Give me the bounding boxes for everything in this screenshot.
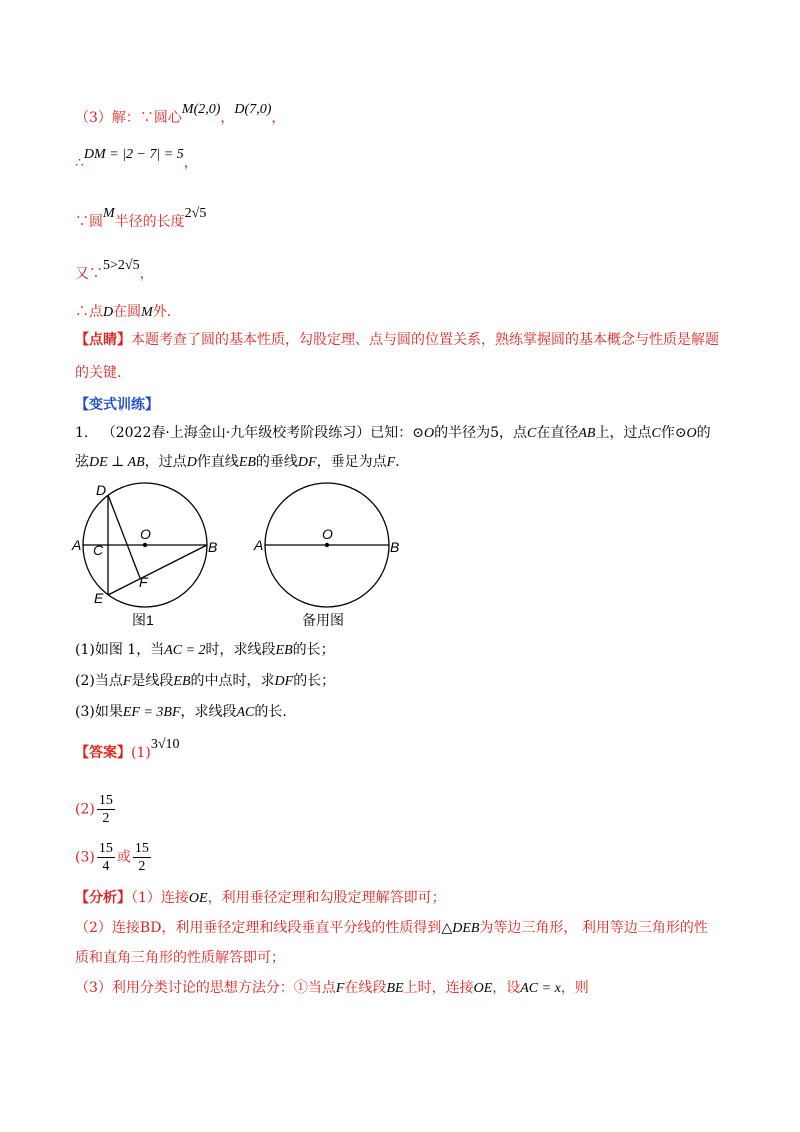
analysis-text: （2）连接 — [75, 920, 140, 936]
problem-source: （2022春·上海金山·九年级校考阶段练习）已知： — [101, 425, 413, 441]
answer-tag: 【答案】 — [75, 745, 131, 761]
part3-line2 — [75, 147, 198, 174]
math-eb: EB — [238, 455, 256, 470]
math-ac: AC — [236, 705, 255, 720]
problem-line2 — [75, 452, 400, 473]
analysis-text: （3）利用分类讨论的思想方法分：①当点 — [75, 980, 336, 996]
answer-2-fraction — [97, 792, 115, 827]
segment-eb — [108, 545, 207, 595]
answer-2-label: (2) — [75, 801, 95, 818]
label-f: F — [139, 574, 148, 590]
label-b: B — [208, 539, 218, 555]
line-end: ， — [139, 266, 154, 282]
problem-text: ，垂足为点 — [316, 454, 387, 470]
math-circle-o: ⊙O — [674, 426, 697, 441]
analysis-text: 在线段 — [344, 980, 387, 996]
math-d-point: D(7,0) — [234, 102, 272, 117]
question-2 — [75, 671, 335, 692]
math-circle-o: ⊙O — [412, 426, 435, 441]
problem-text: 作 — [660, 425, 675, 441]
answer-line2 — [75, 792, 117, 827]
analysis-text: ，利用垂径定理和勾股定理解答即可； — [207, 890, 446, 906]
answer-1-label: (1) — [131, 745, 151, 761]
problem-line1 — [75, 423, 711, 444]
math-df: DF — [297, 455, 317, 470]
answer-1-value: 3√10 — [150, 737, 180, 752]
therefore-symbol: ∴ — [75, 155, 84, 171]
math-m: M — [103, 206, 115, 221]
label-a: A — [254, 537, 264, 553]
answer-line3 — [75, 840, 153, 875]
part3-line1-text: （3）解：∵圆心 — [75, 110, 182, 126]
label-c: C — [93, 542, 104, 558]
math-inequality: 5>2√5 — [103, 258, 140, 273]
question-text: 时，求线段 — [205, 642, 276, 658]
geometry-figures — [60, 475, 420, 635]
analysis-line3 — [75, 948, 285, 968]
label-a: A — [72, 537, 82, 553]
fraction-denominator: 2 — [138, 859, 146, 874]
label-e: E — [94, 590, 104, 606]
analysis-line2 — [75, 918, 708, 939]
training-header: 【变式训练】 — [75, 397, 159, 413]
problem-text: 弦 — [75, 454, 89, 470]
label-o: O — [322, 526, 333, 542]
math-df: DF — [274, 674, 294, 689]
math-c: C — [527, 426, 537, 441]
math-f: F — [386, 455, 396, 470]
math-m-point: M(2,0) — [181, 102, 221, 117]
math-c: C — [651, 426, 661, 441]
analysis-text: （1）连接 — [131, 890, 189, 906]
math-d: D — [103, 305, 114, 320]
part3-line5-text: ∴点 — [75, 304, 103, 320]
math-dm-equation: DM = |2 − 7| = 5 — [83, 147, 184, 162]
math-oe: OE — [473, 981, 493, 996]
comment-tag: 【点睛】 — [75, 332, 131, 348]
fraction-numerator: 15 — [98, 841, 113, 856]
label-o: O — [140, 526, 151, 542]
question-1 — [75, 640, 335, 661]
question-text: 的长. — [254, 704, 287, 720]
math-eb: EB — [173, 674, 191, 689]
analysis-text: ，则 — [560, 980, 589, 996]
problem-text: 的半径为5，点 — [434, 425, 528, 441]
analysis-text: 为等边三角形， 利用等边三角形的性 — [479, 920, 708, 936]
comment-text: 本题考查了圆的基本性质，勾股定理、点与圆的位置关系，熟练掌握圆的基本概念与性质是解题 — [131, 332, 719, 348]
fraction-denominator: 4 — [102, 859, 110, 874]
math-triangle-deb: △DEB — [441, 921, 480, 936]
question-text: ，求线段 — [180, 704, 237, 720]
part3-line5-mid: 在圆 — [113, 304, 142, 320]
label-d: D — [96, 482, 107, 498]
problem-number: 1. — [75, 425, 89, 441]
analysis-text: 质和直角三角形的性质解答即可； — [75, 950, 285, 966]
math-f: F — [122, 674, 132, 689]
part3-line3 — [75, 206, 207, 233]
analysis-tag: 【分析】 — [75, 890, 131, 906]
problem-text: 的 — [696, 425, 711, 441]
math-radius: 2√5 — [184, 206, 207, 221]
math-be: BE — [386, 981, 404, 996]
figure-spare-caption: 备用图 — [302, 612, 344, 628]
answer-or: 或 — [116, 849, 131, 866]
math-d: D — [186, 455, 197, 470]
segment-df — [108, 495, 140, 578]
comment-line1 — [75, 330, 719, 350]
analysis-line1 — [75, 888, 446, 909]
figure-1-caption: 图1 — [132, 612, 154, 628]
part3-line4 — [75, 258, 154, 285]
math-ef-equals-3bf: EF = 3BF — [122, 705, 181, 720]
separator: ， — [220, 110, 235, 126]
answer-line1 — [75, 737, 180, 764]
problem-text: 的垂线 — [255, 454, 298, 470]
problem-text: 上，过点 — [595, 425, 652, 441]
answer-3-label: (3) — [75, 849, 95, 866]
center-dot-fig2 — [325, 543, 329, 547]
question-text: (3)如果 — [75, 704, 123, 720]
question-text: (1)如图 1，当 — [75, 642, 165, 658]
line-end: ， — [271, 110, 286, 126]
analysis-text: 上时，连接 — [403, 980, 474, 996]
fraction-numerator: 15 — [134, 841, 149, 856]
comment-line2 — [75, 363, 121, 383]
question-text: (2)当点 — [75, 673, 123, 689]
part3-line5 — [75, 302, 171, 323]
fraction-numerator: 15 — [98, 793, 113, 808]
part3-line1 — [75, 102, 286, 129]
part3-line5-end: 外. — [152, 304, 172, 320]
question-text: 的长； — [292, 642, 335, 658]
math-ac-equals-2: AC = 2 — [164, 643, 206, 658]
center-dot-fig1 — [143, 543, 147, 547]
part3-line3-text2: 半径的长度 — [114, 214, 185, 230]
question-3 — [75, 702, 287, 723]
question-text: 是线段 — [131, 673, 174, 689]
math-de-perp-ab: DE ⊥ AB — [89, 455, 145, 470]
figure-1 — [71, 482, 217, 628]
analysis-line4 — [75, 978, 589, 999]
problem-text: 作直线 — [196, 454, 239, 470]
analysis-text: ，设 — [492, 980, 521, 996]
analysis-text: ，利用垂径定理和线段垂直平分线的性质得到 — [161, 920, 442, 936]
math-m: M — [141, 305, 153, 320]
comment-text-end: 的关键. — [75, 365, 122, 381]
figure-spare — [253, 483, 399, 628]
math-f: F — [335, 981, 345, 996]
part3-line3-text: ∵圆 — [75, 214, 103, 230]
question-text: 的长； — [293, 673, 336, 689]
line-end: ， — [183, 155, 198, 171]
math-eb: EB — [275, 643, 293, 658]
math-oe: OE — [188, 891, 208, 906]
answer-3-fraction-2 — [133, 840, 151, 875]
math-ab: AB — [578, 426, 596, 441]
label-b: B — [390, 539, 400, 555]
problem-text: ，过点 — [144, 454, 187, 470]
fraction-denominator: 2 — [102, 811, 110, 826]
answer-3-fraction-1 — [97, 840, 115, 875]
math-ac-equals-x: AC = x — [520, 981, 561, 996]
problem-text: 在直径 — [536, 425, 579, 441]
question-text: 的中点时，求 — [190, 673, 275, 689]
part3-line4-text: 又∵ — [75, 266, 103, 282]
math-bd: BD — [139, 920, 162, 936]
problem-text: . — [395, 454, 400, 470]
